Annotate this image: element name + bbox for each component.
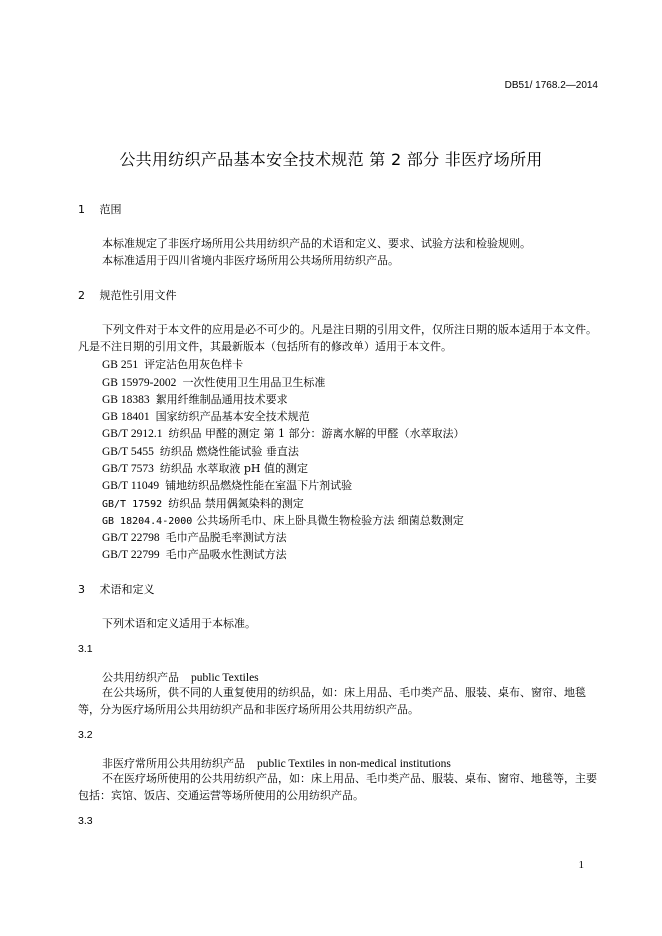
standard-code: DB51/ 1768.2—2014	[504, 80, 598, 91]
reference-item	[102, 407, 310, 425]
section-number: 3	[78, 583, 85, 596]
reference-title: 絮用纤维制品通用技术要求	[155, 393, 288, 406]
reference-item	[102, 511, 464, 529]
reference-item	[102, 459, 308, 477]
reference-code: GB/T 2912.1	[102, 428, 163, 440]
section-2-heading	[78, 287, 177, 303]
term-name-zh: 公共用纺织产品	[102, 671, 179, 684]
reference-item	[102, 442, 299, 460]
paragraph: 本标准规定了非医疗场所用公共用纺织产品的术语和定义、要求、试验方法和检验规则。	[102, 237, 531, 250]
section-number: 2	[78, 289, 85, 302]
section-number: 1	[78, 203, 85, 216]
reference-item	[102, 528, 287, 546]
section-3-heading	[78, 581, 155, 597]
reference-title: 国家纺织产品基本安全技术规范	[155, 410, 310, 423]
reference-item	[102, 355, 243, 373]
references-intro: 下列文件对于本文件的应用是必不可少的。凡是注日期的引用文件，仅所注日期的版本适用于本文件。凡是不注日期的引用文件，其最新版本（包括所有的修改单）适用于本文件。	[78, 323, 597, 353]
reference-title: 评定沾色用灰色样卡	[144, 358, 244, 371]
reference-item	[102, 373, 325, 391]
reference-title: 公共场所毛巾、床上卧具微生物检验方法 细菌总数测定	[196, 514, 464, 527]
reference-code: GB/T 17592	[102, 499, 163, 510]
reference-item	[102, 545, 287, 563]
term-name-zh: 非医疗常所用公共用纺织产品	[102, 757, 245, 770]
reference-title: 毛巾产品吸水性测试方法	[165, 548, 287, 561]
term-name-en: public Textiles in non-medical institutions	[257, 758, 451, 770]
reference-code: GB/T 7573	[102, 463, 154, 475]
reference-code: GB 18383	[102, 394, 150, 406]
reference-code: GB/T 22799	[102, 549, 160, 561]
reference-code: GB/T 11049	[102, 480, 160, 492]
reference-item	[102, 390, 288, 408]
page-number: 1	[578, 859, 584, 871]
term-definition: 不在医疗场所使用的公共用纺织产品，如：床上用品、毛巾类产品、服装、桌布、窗帘、地毯等，主要包括：宾馆、饭店、交通运营等场所使用的公用纺织产品。	[78, 772, 597, 802]
reference-title: 纺织品 水萃取液 pH 值的测定	[159, 462, 308, 475]
reference-code: GB 18204.4-2000	[102, 516, 193, 527]
reference-title: 毛巾产品脱毛率测试方法	[165, 531, 287, 544]
section-title: 术语和定义	[99, 583, 155, 596]
reference-title: 纺织品 甲醛的测定 第 1 部分：游离水解的甲醛（水萃取法）	[168, 427, 465, 440]
reference-title: 一次性使用卫生用品卫生标准	[182, 376, 326, 389]
reference-code: GB 15979-2002	[102, 377, 177, 389]
reference-code: GB/T 5455	[102, 446, 154, 458]
reference-item	[102, 424, 464, 442]
reference-code: GB/T 22798	[102, 532, 160, 544]
section-title: 规范性引用文件	[99, 289, 177, 302]
reference-title: 纺织品 禁用偶氮染料的测定	[168, 497, 304, 510]
terms-intro: 下列术语和定义适用于本标准。	[102, 617, 256, 630]
term-number: 3.2	[78, 729, 93, 741]
reference-title: 纺织品 燃烧性能试验 垂直法	[159, 445, 299, 458]
reference-item	[102, 494, 304, 512]
reference-code: GB 18401	[102, 411, 150, 423]
term-number: 3.1	[78, 643, 93, 655]
term-definition: 在公共场所，供不同的人重复使用的纺织品，如：床上用品、毛巾类产品、服装、桌布、窗帘、地毯等，分为医疗场所用公共用纺织产品和非医疗场所用公共用纺织产品。	[78, 686, 586, 716]
section-1-heading	[78, 201, 122, 217]
term-name-en: public Textiles	[191, 672, 259, 684]
term-number: 3.3	[78, 815, 93, 827]
document-title: 公共用纺织产品基本安全技术规范 第 2 部分 非医疗场所用	[119, 150, 543, 169]
reference-title: 铺地纺织品燃烧性能在室温下片剂试验	[165, 479, 353, 492]
reference-item	[102, 476, 352, 494]
paragraph: 本标准适用于四川省境内非医疗场所用公共场所用纺织产品。	[102, 254, 399, 267]
section-title: 范围	[99, 203, 122, 216]
reference-code: GB 251	[102, 359, 139, 371]
